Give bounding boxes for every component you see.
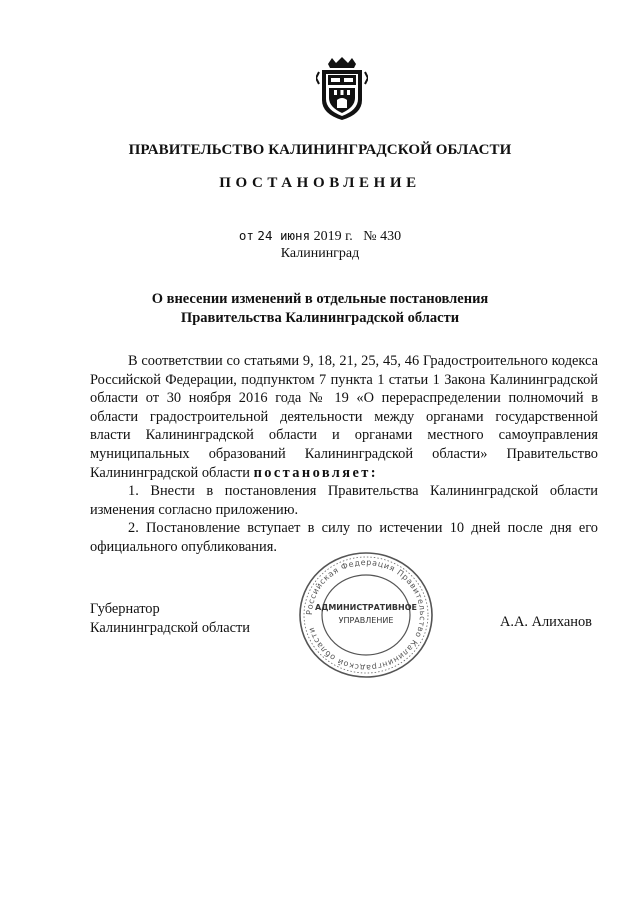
preamble-paragraph: [90, 352, 598, 482]
official-round-stamp-icon: [297, 550, 435, 680]
subject-line-1: О внесении изменений в отдельные постановления: [151, 291, 489, 307]
document-number: № 430: [363, 229, 402, 244]
preamble-text: В соответствии со статьями 9, 18, 21, 25, 45, 46 Градостроительного кодекса Российской Федерации, подпунктом 7 пункта 1 статьи 1 Закона Калининградской области от 30 ноября 2016 года № 19 «О перераспределении полномочий в области градостроительной деятельности между органами государственной власти Калининградской области и органами местного самоуправления муниципальных образований Калининградской области» Правительство Калининградской области: [90, 353, 598, 481]
date-number-line: [0, 228, 640, 245]
item-2: 2. Постановление вступает в силу по истечении 10 дней после дня его официального опубликования.: [90, 520, 598, 555]
stamp-center-line-2: УПРАВЛЕНИЕ: [338, 616, 394, 625]
date-year: 2019 г.: [313, 229, 353, 244]
position-line-1: Губернатор: [90, 601, 160, 617]
document-subject: [0, 290, 640, 328]
kaliningrad-coat-of-arms-icon: [316, 56, 368, 122]
subject-line-2: Правительства Калининградской области: [180, 310, 460, 326]
stamp-center-line-1: АДМИНИСТРАТИВНОЕ: [315, 603, 417, 612]
item-1: 1. Внести в постановления Правительства Калининградской области изменения согласно приложению.: [90, 483, 598, 518]
date-prefix: от: [238, 228, 254, 243]
document-body: [90, 352, 598, 557]
city: Калининград: [280, 246, 360, 261]
signatory-name: А.А. Алиханов: [500, 614, 592, 630]
document-type: ПОСТАНОВЛЕНИЕ: [219, 175, 421, 191]
signatory-position: [90, 600, 250, 638]
stamp-ring-text: Российская Федерация Правительство Калининградской области: [304, 557, 428, 673]
government-title: ПРАВИТЕЛЬСТВО КАЛИНИНГРАДСКОЙ ОБЛАСТИ: [128, 142, 512, 158]
position-line-2: Калининградской области: [90, 620, 250, 636]
decree-word: постановляет:: [253, 464, 378, 481]
date-day-month: 24 июня: [257, 228, 311, 243]
